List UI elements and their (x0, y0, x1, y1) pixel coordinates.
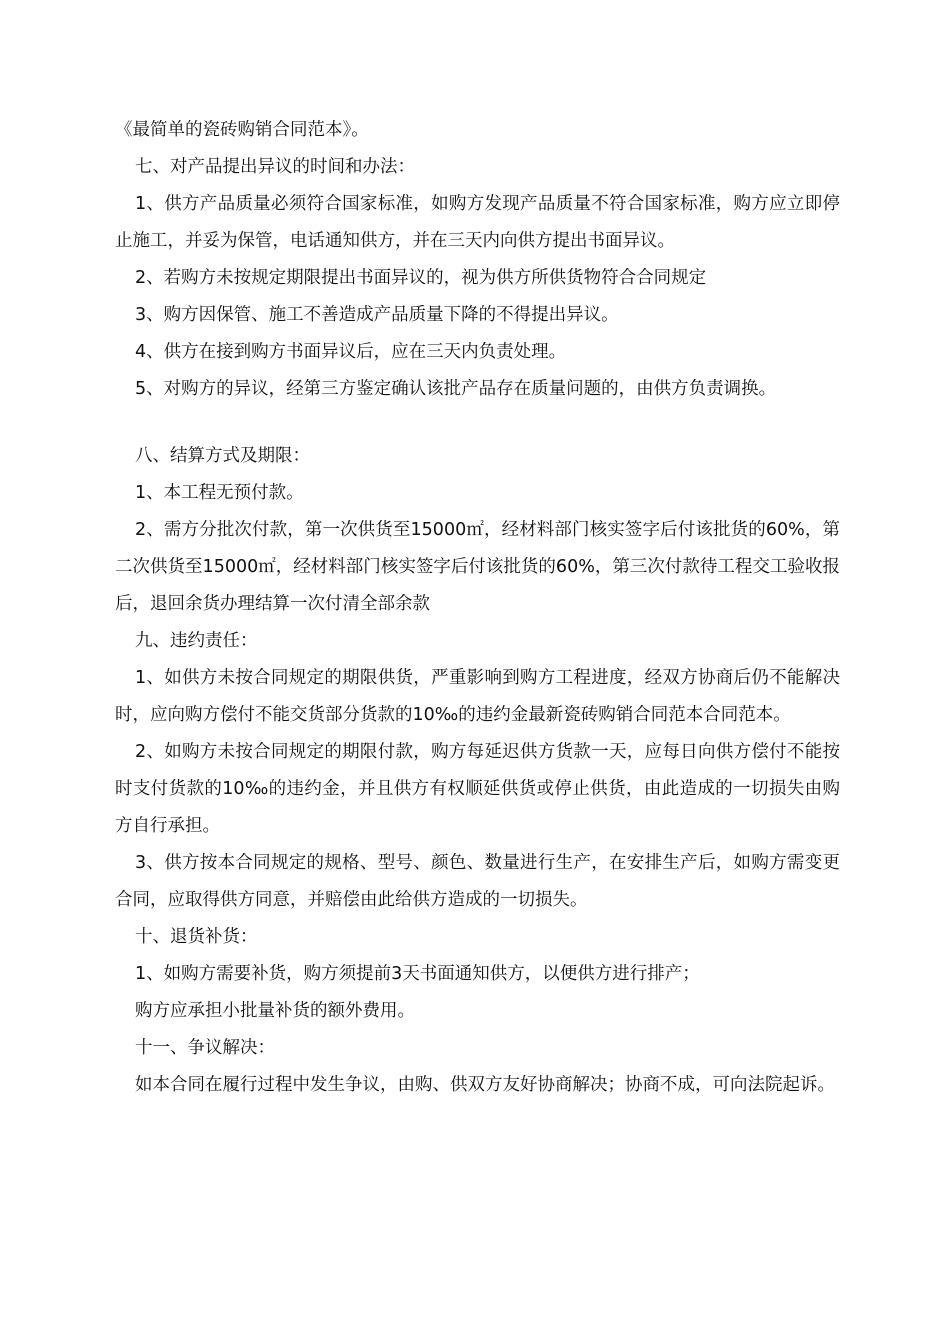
section-heading-8: 八、结算方式及期限： (135, 446, 310, 466)
paragraph: 3、购方因保管、施工不善造成产品质量下降的不得提出异议。 (135, 305, 619, 325)
section-heading-10: 十、退货补货： (135, 927, 258, 947)
paragraph: 3、供方按本合同规定的规格、型号、颜色、数量进行生产，在安排生产后，如购方需变更合同，应取得供方同意，并赔偿由此给供方造成的一切损失。 (115, 853, 840, 910)
paragraph: 如本合同在履行过程中发生争议，由购、供双方友好协商解决；协商不成，可向法院起诉。 (135, 1075, 835, 1095)
paragraph: 2、如购方未按合同规定的期限付款，购方每延迟供方货款一天，应每日向供方偿付不能按时支付货款的10‰的违约金，并且供方有权顺延供货或停止供货，由此造成的一切损失由购方自行承担。 (115, 742, 840, 836)
section-heading-7: 七、对产品提出异议的时间和办法： (135, 157, 415, 177)
document-body (115, 112, 840, 1104)
paragraph: 5、对购方的异议，经第三方鉴定确认该批产品存在质量问题的，由供方负责调换。 (135, 379, 777, 399)
paragraph: 2、若购方未按规定期限提出书面异议的，视为供方所供货物符合合同规定 (135, 268, 707, 288)
paragraph: 购方应承担小批量补货的额外费用。 (135, 1001, 415, 1021)
paragraph: 1、如购方需要补货，购方须提前3天书面通知供方，以便供方进行排产； (135, 964, 700, 984)
paragraph: 1、本工程无预付款。 (135, 483, 304, 503)
paragraph: 1、如供方未按合同规定的期限供货，严重影响到购方工程进度，经双方协商后仍不能解决时，应向购方偿付不能交货部分货款的10‰的违约金最新瓷砖购销合同范本合同范本。 (115, 668, 840, 725)
section-heading-9: 九、违约责任： (135, 631, 258, 651)
section-heading-11: 十一、争议解决： (135, 1038, 275, 1058)
paragraph-spacer (115, 408, 840, 438)
paragraph-title-ref: 《最简单的瓷砖购销合同范本》。 (115, 120, 369, 140)
paragraph: 4、供方在接到购方书面异议后，应在三天内负责处理。 (135, 342, 567, 362)
paragraph: 2、需方分批次付款，第一次供货至15000㎡，经材料部门核实签字后付该批货的60%，第二次供货至15000㎡，经材料部门核实签字后付该批货的60%，第三次付款待工程交工验收报后，退回余货办理结算一次付清全部余款 (115, 520, 840, 614)
paragraph: 1、供方产品质量必须符合国家标准，如购方发现产品质量不符合国家标准，购方应立即停止施工，并妥为保管，电话通知供方，并在三天内向供方提出书面异议。 (115, 194, 840, 251)
